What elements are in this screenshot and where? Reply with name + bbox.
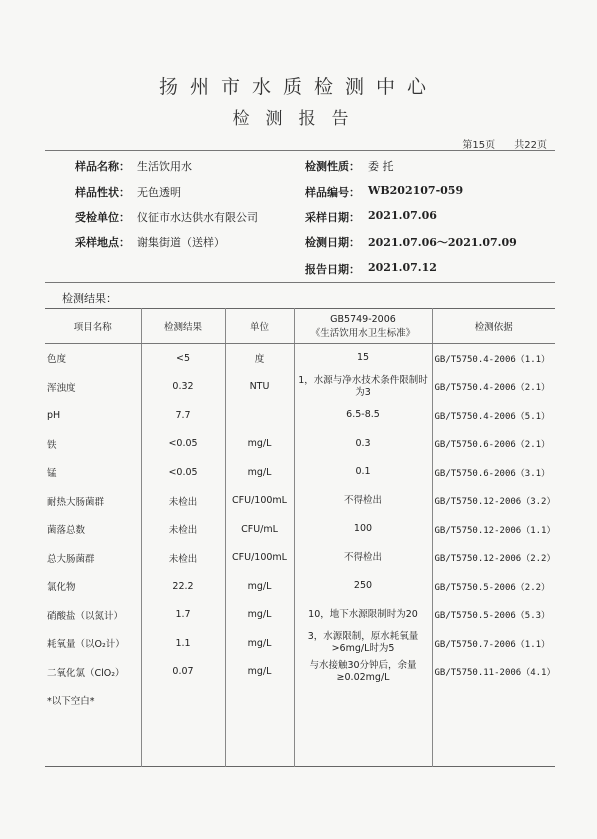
header-unit: 单位: [225, 309, 294, 344]
org-title: 扬州市水质检测中心: [158, 76, 438, 98]
empty-cell: [432, 686, 555, 714]
cell-standard: 3，水源限制，原水耗氧量>6mg/L时为5: [294, 629, 432, 658]
table-row: [45, 515, 555, 544]
cell-result: 未检出: [141, 487, 225, 516]
empty-cell: [294, 714, 432, 767]
test-nature-label: 检测性质：: [305, 160, 360, 173]
cell-method: GB/T5750.4-2006（5.1）: [432, 401, 555, 430]
cell-unit: mg/L: [225, 629, 294, 658]
cell-standard: 不得检出: [294, 487, 432, 516]
page-current: 第15页: [462, 140, 496, 151]
test-date-value: 2021.07.06～2021.07.09: [368, 236, 517, 249]
cell-unit: CFU/100mL: [225, 544, 294, 573]
empty-cell: [225, 686, 294, 714]
report-date-label: 报告日期：: [305, 263, 360, 276]
sample-state-label: 样品性状：: [75, 186, 130, 199]
cell-method: GB/T5750.4-2006（1.1）: [432, 344, 555, 373]
empty-cell: [141, 714, 225, 767]
footnote-row: [45, 686, 555, 714]
cell-item: 硝酸盐（以氮计）: [45, 601, 141, 630]
cell-standard: 0.3: [294, 430, 432, 459]
cell-method: GB/T5750.6-2006（3.1）: [432, 458, 555, 487]
cell-item: 二氧化氯（ClO₂）: [45, 658, 141, 687]
test-nature-value: 委 托: [368, 160, 394, 173]
cell-item: 色度: [45, 344, 141, 373]
cell-result: 1.1: [141, 629, 225, 658]
cell-unit: CFU/mL: [225, 515, 294, 544]
page-indicator: [446, 136, 547, 151]
results-table: [45, 308, 555, 767]
cell-item: 浑浊度: [45, 373, 141, 402]
cell-result: 1.7: [141, 601, 225, 630]
cell-method: GB/T5750.5-2006（5.3）: [432, 601, 555, 630]
table-row: [45, 401, 555, 430]
cell-result: <5: [141, 344, 225, 373]
sample-name-value: 生活饮用水: [137, 160, 192, 173]
cell-standard: 100: [294, 515, 432, 544]
cell-unit: mg/L: [225, 430, 294, 459]
cell-standard: 6.5-8.5: [294, 401, 432, 430]
cell-item: 铁: [45, 430, 141, 459]
client-value: 仪征市水达供水有限公司: [137, 211, 258, 224]
cell-unit: mg/L: [225, 458, 294, 487]
cell-item: 菌落总数: [45, 515, 141, 544]
cell-item: 耗氧量（以O₂计）: [45, 629, 141, 658]
header-item: 项目名称: [45, 309, 141, 344]
table-row: [45, 487, 555, 516]
cell-result: 22.2: [141, 572, 225, 601]
blank-row: [45, 714, 555, 767]
table-row: [45, 544, 555, 573]
test-date-label: 检测日期：: [305, 236, 360, 249]
cell-method: GB/T5750.6-2006（2.1）: [432, 430, 555, 459]
empty-cell: [432, 714, 555, 767]
table-row: [45, 601, 555, 630]
header-standard-name: 《生活饮用水卫生标准》: [310, 327, 416, 339]
page-total: 共22页: [514, 140, 547, 151]
table-row: [45, 458, 555, 487]
cell-item: pH: [45, 401, 141, 430]
header-method: 检测依据: [432, 309, 555, 344]
cell-result: 0.07: [141, 658, 225, 687]
cell-result: <0.05: [141, 430, 225, 459]
client-label: 受检单位：: [75, 211, 130, 224]
sample-name-label: 样品名称：: [75, 160, 130, 173]
report-date-value: 2021.07.12: [368, 261, 437, 274]
cell-unit: 度: [225, 344, 294, 373]
table-row: [45, 629, 555, 658]
empty-cell: [225, 714, 294, 767]
info-divider: [45, 282, 555, 283]
table-header-row: [45, 309, 555, 344]
results-label: 检测结果：: [62, 292, 117, 305]
cell-unit: mg/L: [225, 601, 294, 630]
table-row: [45, 373, 555, 402]
cell-standard: 1，水源与净水技术条件限制时为3: [294, 373, 432, 402]
report-title: 检测报告: [232, 109, 365, 129]
header-divider: [45, 150, 555, 151]
cell-unit: mg/L: [225, 658, 294, 687]
cell-standard: 15: [294, 344, 432, 373]
table-row: [45, 658, 555, 687]
cell-method: GB/T5750.12-2006（2.2）: [432, 544, 555, 573]
cell-method: GB/T5750.7-2006（1.1）: [432, 629, 555, 658]
cell-result: 未检出: [141, 515, 225, 544]
table-row: [45, 572, 555, 601]
cell-standard: 250: [294, 572, 432, 601]
sampling-site-label: 采样地点：: [75, 236, 130, 249]
sample-no-label: 样品编号：: [305, 186, 360, 199]
empty-cell: [45, 714, 141, 767]
cell-method: GB/T5750.4-2006（2.1）: [432, 373, 555, 402]
empty-cell: [294, 686, 432, 714]
sampling-date-value: 2021.07.06: [368, 209, 437, 222]
cell-unit: CFU/100mL: [225, 487, 294, 516]
cell-unit: mg/L: [225, 572, 294, 601]
cell-method: GB/T5750.12-2006（1.1）: [432, 515, 555, 544]
header-result: 检测结果: [141, 309, 225, 344]
cell-method: GB/T5750.5-2006（2.2）: [432, 572, 555, 601]
cell-unit: [225, 401, 294, 430]
cell-result: 7.7: [141, 401, 225, 430]
cell-item: 耐热大肠菌群: [45, 487, 141, 516]
table-row: [45, 430, 555, 459]
cell-method: GB/T5750.11-2006（4.1）: [432, 658, 555, 687]
cell-standard: 不得检出: [294, 544, 432, 573]
sampling-date-label: 采样日期：: [305, 211, 360, 224]
cell-result: 0.32: [141, 373, 225, 402]
header-standard-code: GB5749-2006: [330, 313, 396, 325]
cell-result: 未检出: [141, 544, 225, 573]
sample-no-value: WB202107-059: [368, 184, 464, 197]
sampling-site-value: 谢集街道（送样）: [137, 236, 225, 249]
cell-result: <0.05: [141, 458, 225, 487]
cell-unit: NTU: [225, 373, 294, 402]
cell-item: 氯化物: [45, 572, 141, 601]
footnote: *以下空白*: [45, 686, 141, 714]
cell-item: 总大肠菌群: [45, 544, 141, 573]
cell-method: GB/T5750.12-2006（3.2）: [432, 487, 555, 516]
cell-standard: 10，地下水源限制时为20: [294, 601, 432, 630]
cell-standard: 与水接触30分钟后，余量≥0.02mg/L: [294, 658, 432, 687]
header-standard: [294, 309, 432, 344]
table-row: [45, 344, 555, 373]
cell-item: 锰: [45, 458, 141, 487]
cell-standard: 0.1: [294, 458, 432, 487]
empty-cell: [141, 686, 225, 714]
sample-state-value: 无色透明: [137, 186, 181, 199]
